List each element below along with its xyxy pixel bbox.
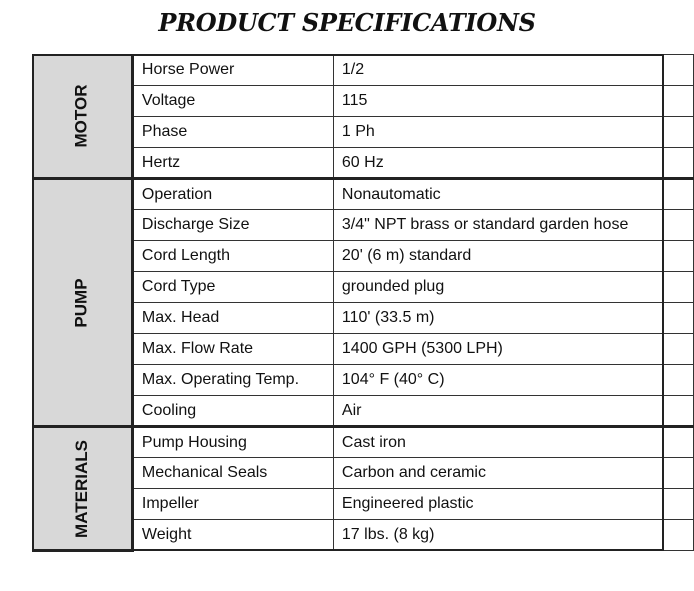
table-row [33, 117, 694, 148]
spec-value: Air [333, 396, 693, 427]
spec-value: 1400 GPH (5300 LPH) [333, 334, 693, 365]
section-label-text: MOTOR [71, 84, 91, 148]
table-row [33, 272, 694, 303]
spec-label: Mechanical Seals [132, 458, 333, 489]
spec-label: Operation [132, 179, 333, 210]
spec-label: Max. Head [132, 303, 333, 334]
table-row [33, 303, 694, 334]
table-row [33, 179, 694, 210]
table-row [33, 334, 694, 365]
table-row [33, 55, 694, 86]
spec-label: Max. Operating Temp. [132, 365, 333, 396]
spec-label: Max. Flow Rate [132, 334, 333, 365]
table-row [33, 148, 694, 179]
spec-value: Carbon and ceramic [333, 458, 693, 489]
spec-value: Cast iron [333, 427, 693, 458]
spec-value: 1/2 [333, 55, 693, 86]
spec-value: 3/4" NPT brass or standard garden hose [333, 210, 693, 241]
table-row [33, 458, 694, 489]
table-row [33, 489, 694, 520]
table-row [33, 241, 694, 272]
spec-label: Cord Length [132, 241, 333, 272]
spec-label: Impeller [132, 489, 333, 520]
spec-label: Weight [132, 520, 333, 551]
spec-value: 60 Hz [333, 148, 693, 179]
spec-label: Horse Power [132, 55, 333, 86]
table-row [33, 396, 694, 427]
section-label-motor [33, 55, 133, 179]
spec-value: Nonautomatic [333, 179, 693, 210]
spec-value: 104° F (40° C) [333, 365, 693, 396]
spec-value: grounded plug [333, 272, 693, 303]
section-label-text: MATERIALS [71, 439, 91, 538]
spec-value: 115 [333, 86, 693, 117]
table-row [33, 520, 694, 551]
page-title: PRODUCT SPECIFICATIONS [158, 8, 536, 37]
spec-value: 1 Ph [333, 117, 693, 148]
spec-label: Hertz [132, 148, 333, 179]
section-label-text: PUMP [71, 277, 91, 328]
table-row [33, 210, 694, 241]
table-row [33, 365, 694, 396]
spec-table [32, 54, 694, 552]
spec-value: Engineered plastic [333, 489, 693, 520]
table-row [33, 427, 694, 458]
spec-label: Phase [132, 117, 333, 148]
spec-value: 17 lbs. (8 kg) [333, 520, 693, 551]
section-label-pump [33, 179, 133, 427]
spec-label: Voltage [132, 86, 333, 117]
spec-value: 20' (6 m) standard [333, 241, 693, 272]
spec-label: Pump Housing [132, 427, 333, 458]
spec-label: Discharge Size [132, 210, 333, 241]
table-row [33, 86, 694, 117]
spec-label: Cooling [132, 396, 333, 427]
spec-value: 110' (33.5 m) [333, 303, 693, 334]
spec-label: Cord Type [132, 272, 333, 303]
section-label-materials [33, 427, 133, 551]
